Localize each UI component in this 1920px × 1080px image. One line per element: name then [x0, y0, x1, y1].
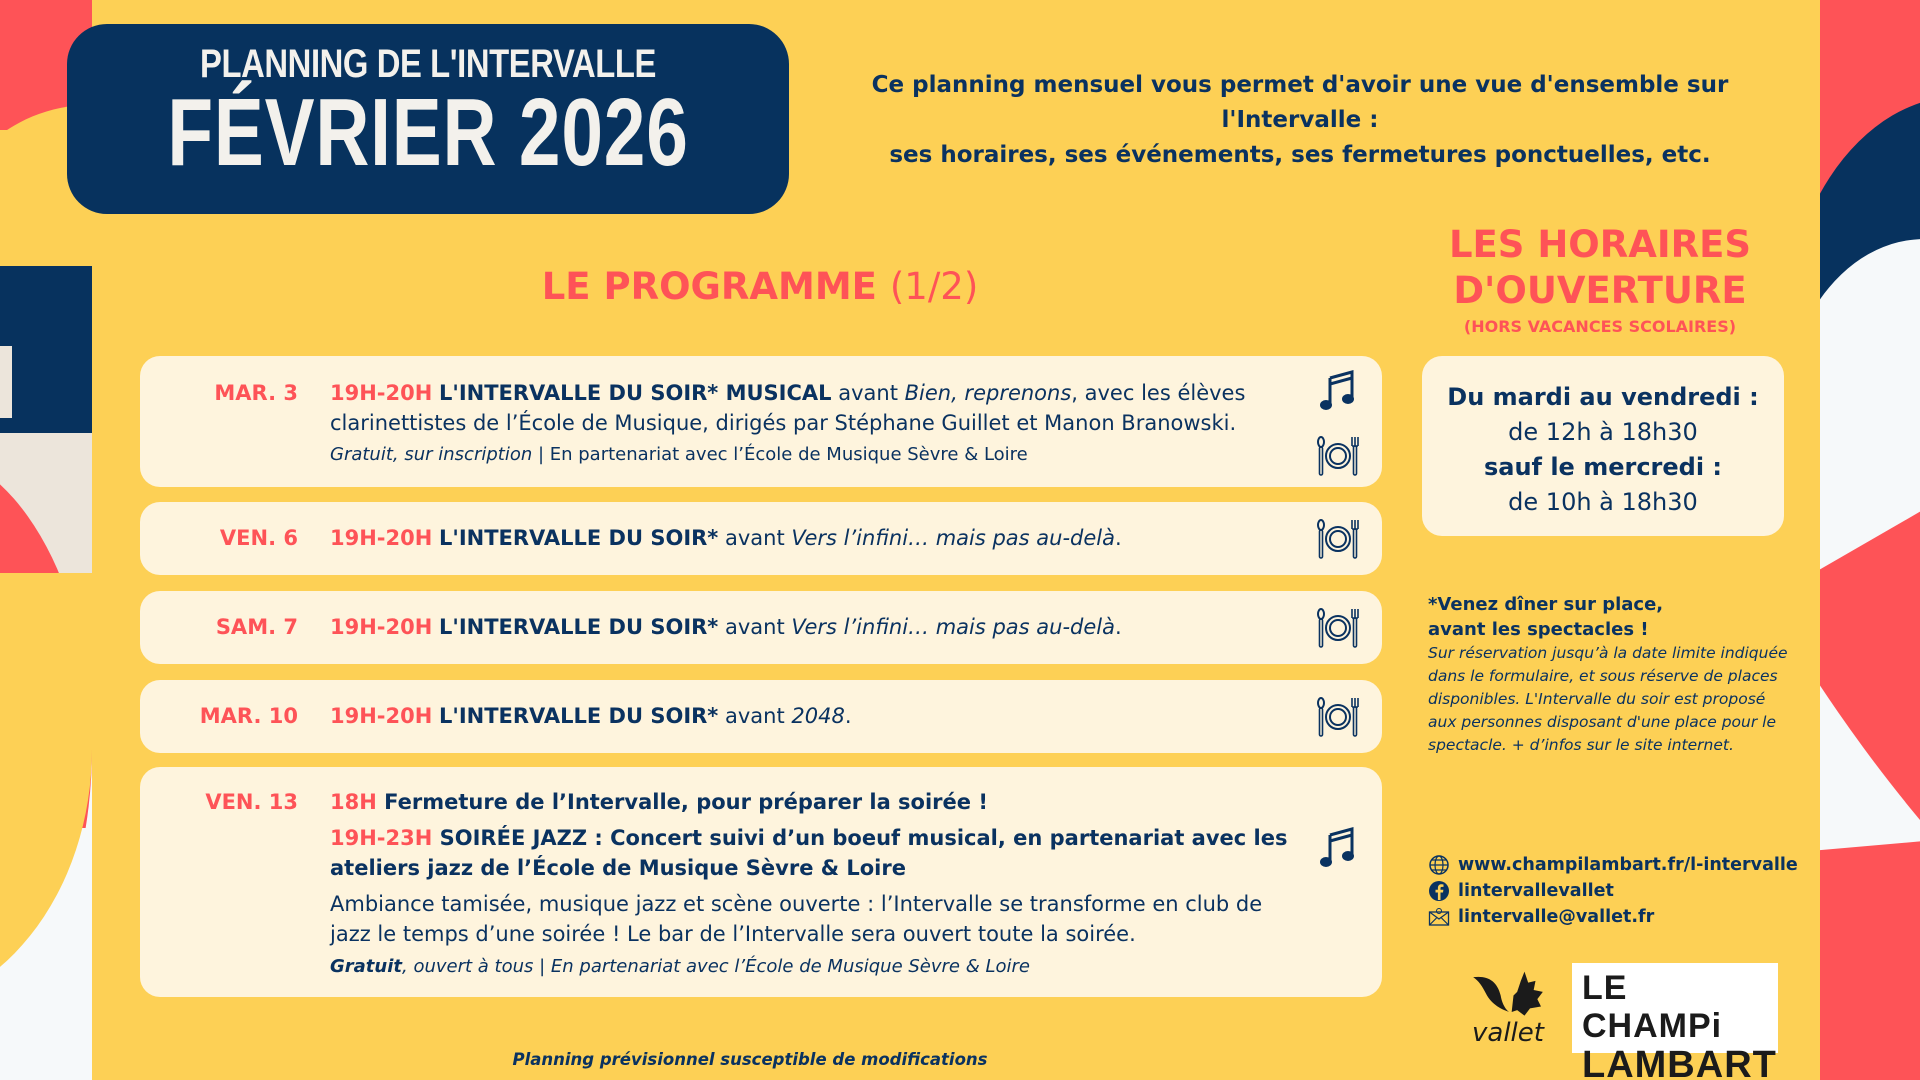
dinner-plate-icon	[1316, 517, 1360, 561]
programme-page-indicator: (1/2)	[889, 265, 979, 308]
hours-title-line-1: LES HORAIRES	[1448, 223, 1752, 266]
hours-wednesday-value: de 10h à 18h30	[1508, 488, 1698, 516]
dinner-note	[1428, 592, 1798, 757]
facebook-icon	[1428, 880, 1450, 902]
event-text: avant	[718, 526, 792, 550]
event-info	[330, 441, 1292, 469]
event-date: MAR. 10	[199, 704, 298, 728]
event-info-price: Gratuit, sur inscription	[330, 444, 533, 465]
vallet-wordmark: vallet	[1472, 1018, 1544, 1048]
dinner-plate-icon	[1316, 434, 1360, 478]
event-time: 19H-20H	[330, 381, 433, 405]
contacts	[1428, 852, 1808, 930]
hours-wednesday-label: sauf le mercredi :	[1483, 453, 1723, 481]
event-show: 2048	[791, 704, 845, 728]
event-card	[140, 767, 1382, 997]
hours-box	[1422, 356, 1784, 536]
event-text: Fermeture de l’Intervalle, pour préparer la soirée !	[376, 790, 988, 814]
event-time: 19H-20H	[330, 704, 433, 728]
event-title: L'INTERVALLE DU SOIR*	[439, 704, 719, 728]
event-body	[330, 787, 1292, 981]
event-card	[140, 680, 1382, 753]
dinner-note-title-2: avant les spectacles !	[1428, 619, 1649, 640]
hours-weekdays-label: Du mardi au vendredi :	[1447, 383, 1759, 411]
facebook-text: lintervallevallet	[1458, 881, 1614, 901]
hours-title	[1410, 222, 1790, 314]
event-line-closure	[330, 787, 1292, 817]
champilambart-logo	[1572, 963, 1778, 1080]
right-decorative-band	[1820, 0, 1920, 1080]
event-info-partner: | En partenariat avec l’École de Musique Sèvre & Loire	[532, 444, 1028, 465]
event-text: avant	[718, 704, 792, 728]
event-body	[330, 378, 1292, 469]
event-card	[140, 356, 1382, 487]
event-show: Vers l’infini… mais pas au-delà	[791, 615, 1116, 639]
intro-line-2: ses horaires, ses événements, ses fermetures ponctuelles, etc.	[889, 142, 1711, 168]
event-description: Ambiance tamisée, musique jazz et scène ouverte : l’Intervalle se transforme en club de jazz le temps d’une soirée ! Le bar de l’Intervalle sera ouvert toute la soirée.	[330, 892, 1263, 946]
event-info-price: Gratuit	[330, 956, 402, 977]
champi-line-2: LAMBART	[1582, 1044, 1777, 1080]
light-bar	[0, 346, 12, 418]
event-card	[140, 502, 1382, 575]
event-body	[330, 612, 1292, 642]
footer-disclaimer: Planning prévisionnel susceptible de modifications	[512, 1050, 988, 1069]
event-text: .	[1115, 526, 1122, 550]
event-time: 19H-20H	[330, 615, 433, 639]
title-block	[67, 24, 789, 214]
event-body	[330, 523, 1292, 553]
dinner-note-body: Sur réservation jusqu’à la date limite indiquée dans le formulaire, et sous réserve de places disponibles. L'Intervalle du soir est proposé aux personnes disposant d'une place pour le spectacle. + d’infos sur le site internet.	[1428, 644, 1788, 754]
event-info	[330, 953, 1292, 981]
event-show: Vers l’infini… mais pas au-delà	[791, 526, 1116, 550]
event-title: L'INTERVALLE DU SOIR*	[439, 615, 719, 639]
vallet-logo	[1466, 968, 1550, 1050]
dinner-plate-icon	[1316, 606, 1360, 650]
event-text: avant	[831, 381, 905, 405]
email-link[interactable]	[1428, 904, 1808, 930]
website-text: www.champilambart.fr/l-intervalle	[1458, 855, 1798, 875]
event-text: avant	[718, 615, 792, 639]
planning-subtitle: PLANNING DE L'INTERVALLE	[200, 42, 656, 86]
facebook-link[interactable]	[1428, 878, 1808, 904]
event-title: L'INTERVALLE DU SOIR* MUSICAL	[439, 381, 832, 405]
hours-subtitle: (HORS VACANCES SCOLAIRES)	[1463, 317, 1737, 336]
event-time: 18H	[330, 790, 377, 814]
event-show: Bien, reprenons	[904, 381, 1072, 405]
music-note-icon	[1316, 825, 1360, 869]
event-time: 19H-23H	[330, 826, 433, 850]
event-body	[330, 701, 1292, 731]
email-text: lintervalle@vallet.fr	[1458, 907, 1655, 927]
envelope-icon	[1428, 906, 1450, 928]
champi-line-1: LE CHAMPi	[1582, 969, 1723, 1045]
event-info-partner: , ouvert à tous | En partenariat avec l’École de Musique Sèvre & Loire	[402, 956, 1030, 977]
vallet-leaf-icon	[1466, 968, 1550, 1023]
programme-title-text: LE PROGRAMME	[541, 265, 877, 308]
event-date: VEN. 6	[219, 526, 298, 550]
hours-title-line-2: D'OUVERTURE	[1453, 269, 1747, 312]
programme-title	[140, 265, 1380, 308]
event-time: 19H-20H	[330, 526, 433, 550]
intro-line-1: Ce planning mensuel vous permet d'avoir une vue d'ensemble sur l'Intervalle :	[871, 72, 1729, 133]
month-title: FÉVRIER 2026	[167, 79, 689, 186]
hours-weekdays-value: de 12h à 18h30	[1508, 418, 1698, 446]
dinner-note-title-1: *Venez dîner sur place,	[1428, 594, 1664, 615]
music-note-icon	[1316, 368, 1360, 412]
event-text: , avec les élèves clarinettistes de l’École de Musique, dirigés par Stéphane Guillet et Manon Branowski.	[330, 381, 1246, 435]
intro-text	[820, 68, 1780, 173]
event-date: SAM. 7	[215, 615, 298, 639]
event-text: .	[844, 704, 852, 728]
event-text: SOIRÉE JAZZ : Concert suivi d’un boeuf musical, en partenariat avec les ateliers jazz de l’École de Musique Sèvre & Loire	[330, 826, 1288, 880]
event-card	[140, 591, 1382, 664]
navy-block	[0, 266, 92, 433]
event-text: .	[1115, 615, 1122, 639]
event-title: L'INTERVALLE DU SOIR*	[439, 526, 719, 550]
event-date: VEN. 13	[205, 790, 298, 814]
event-line-jazz	[330, 823, 1292, 883]
website-link[interactable]	[1428, 852, 1808, 878]
globe-icon	[1428, 854, 1450, 876]
event-date: MAR. 3	[214, 381, 298, 405]
dinner-plate-icon	[1316, 695, 1360, 739]
